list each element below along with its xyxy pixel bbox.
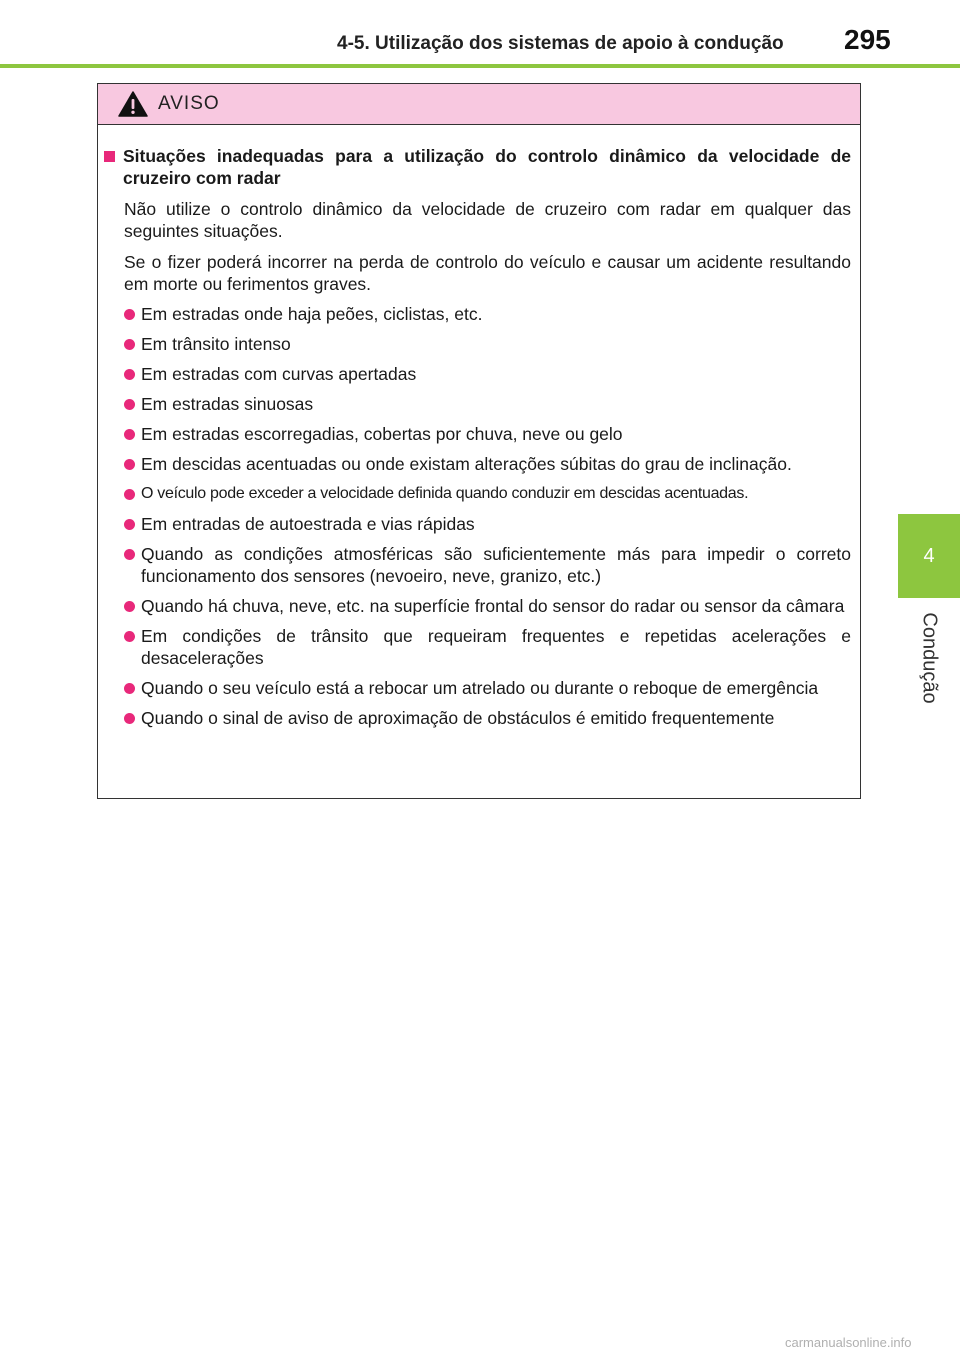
chapter-tab — [898, 514, 960, 598]
chapter-label: Condução — [918, 612, 941, 704]
list-item-text: Quando há chuva, neve, etc. na superfície frontal do sensor do radar ou sensor da câmara — [141, 596, 845, 616]
warning-paragraph: Se o fizer poderá incorrer na perda de controlo do veículo e causar um acidente resultando em morte ou ferimentos graves. — [124, 252, 851, 294]
list-item-text: Quando as condições atmosféricas são suficientemente más para impedir o correto funcionamento dos sensores (nevoeiro, neve, granizo, etc.) — [141, 544, 851, 586]
list-item — [124, 707, 851, 729]
list-item — [124, 423, 851, 445]
warning-header — [98, 84, 860, 125]
list-item — [124, 625, 851, 669]
list-item-text: Em estradas onde haja peões, ciclistas, etc. — [141, 304, 483, 324]
section-title: 4-5. Utilização dos sistemas de apoio à condução — [337, 33, 784, 54]
list-item — [124, 595, 851, 617]
bullet-dot-icon — [124, 309, 135, 320]
list-item — [124, 303, 851, 325]
bullet-dot-icon — [124, 683, 135, 694]
warning-subheading — [104, 145, 851, 189]
bullet-dot-icon — [124, 339, 135, 350]
list-item-text: Em trânsito intenso — [141, 334, 291, 354]
list-item-text: Em estradas com curvas apertadas — [141, 364, 417, 384]
list-item — [124, 513, 851, 535]
list-item — [124, 543, 851, 587]
bullet-dot-icon — [124, 713, 135, 724]
list-item-text: Em condições de trânsito que requeiram frequentes e repetidas acelerações e desacelerações — [141, 626, 851, 668]
bullet-dot-icon — [124, 549, 135, 560]
list-item — [124, 453, 851, 475]
square-bullet-icon — [104, 151, 115, 162]
list-item-text: Em estradas escorregadias, cobertas por chuva, neve ou gelo — [141, 424, 623, 444]
header-divider — [0, 64, 960, 68]
bullet-dot-icon — [124, 601, 135, 612]
list-item — [124, 393, 851, 415]
warning-triangle-icon — [118, 91, 148, 117]
list-item-text: O veículo pode exceder a velocidade definida quando conduzir em descidas acentuadas. — [141, 485, 749, 502]
warning-subheading-text: Situações inadequadas para a utilização do controlo dinâmico da velocidade de cruzeiro com radar — [123, 146, 851, 188]
bullet-dot-icon — [124, 489, 135, 500]
bullet-list — [124, 303, 851, 729]
list-item-text: Quando o seu veículo está a rebocar um atrelado ou durante o reboque de emergência — [141, 678, 819, 698]
page-number: 295 — [844, 24, 891, 55]
warning-body — [98, 125, 860, 729]
warning-paragraph: Não utilize o controlo dinâmico da velocidade de cruzeiro com radar em qualquer das seguintes situações. — [124, 199, 851, 241]
warning-title: AVISO — [158, 93, 220, 114]
bullet-dot-icon — [124, 369, 135, 380]
list-item — [124, 677, 851, 699]
bullet-dot-icon — [124, 519, 135, 530]
list-item-text: Quando o sinal de aviso de aproximação de obstáculos é emitido frequentemente — [141, 708, 775, 728]
chapter-number: 4 — [923, 544, 935, 567]
list-item — [124, 333, 851, 355]
bullet-dot-icon — [124, 429, 135, 440]
list-item-text: Em entradas de autoestrada e vias rápidas — [141, 514, 475, 534]
warning-box — [97, 83, 861, 799]
list-item-text: Em estradas sinuosas — [141, 394, 314, 414]
bullet-dot-icon — [124, 399, 135, 410]
list-item-text: Em descidas acentuadas ou onde existam alterações súbitas do grau de inclinação. — [141, 454, 792, 474]
list-item — [124, 483, 851, 505]
bullet-dot-icon — [124, 459, 135, 470]
list-item — [124, 363, 851, 385]
watermark: carmanualsonline.info — [785, 1335, 912, 1350]
bullet-dot-icon — [124, 631, 135, 642]
